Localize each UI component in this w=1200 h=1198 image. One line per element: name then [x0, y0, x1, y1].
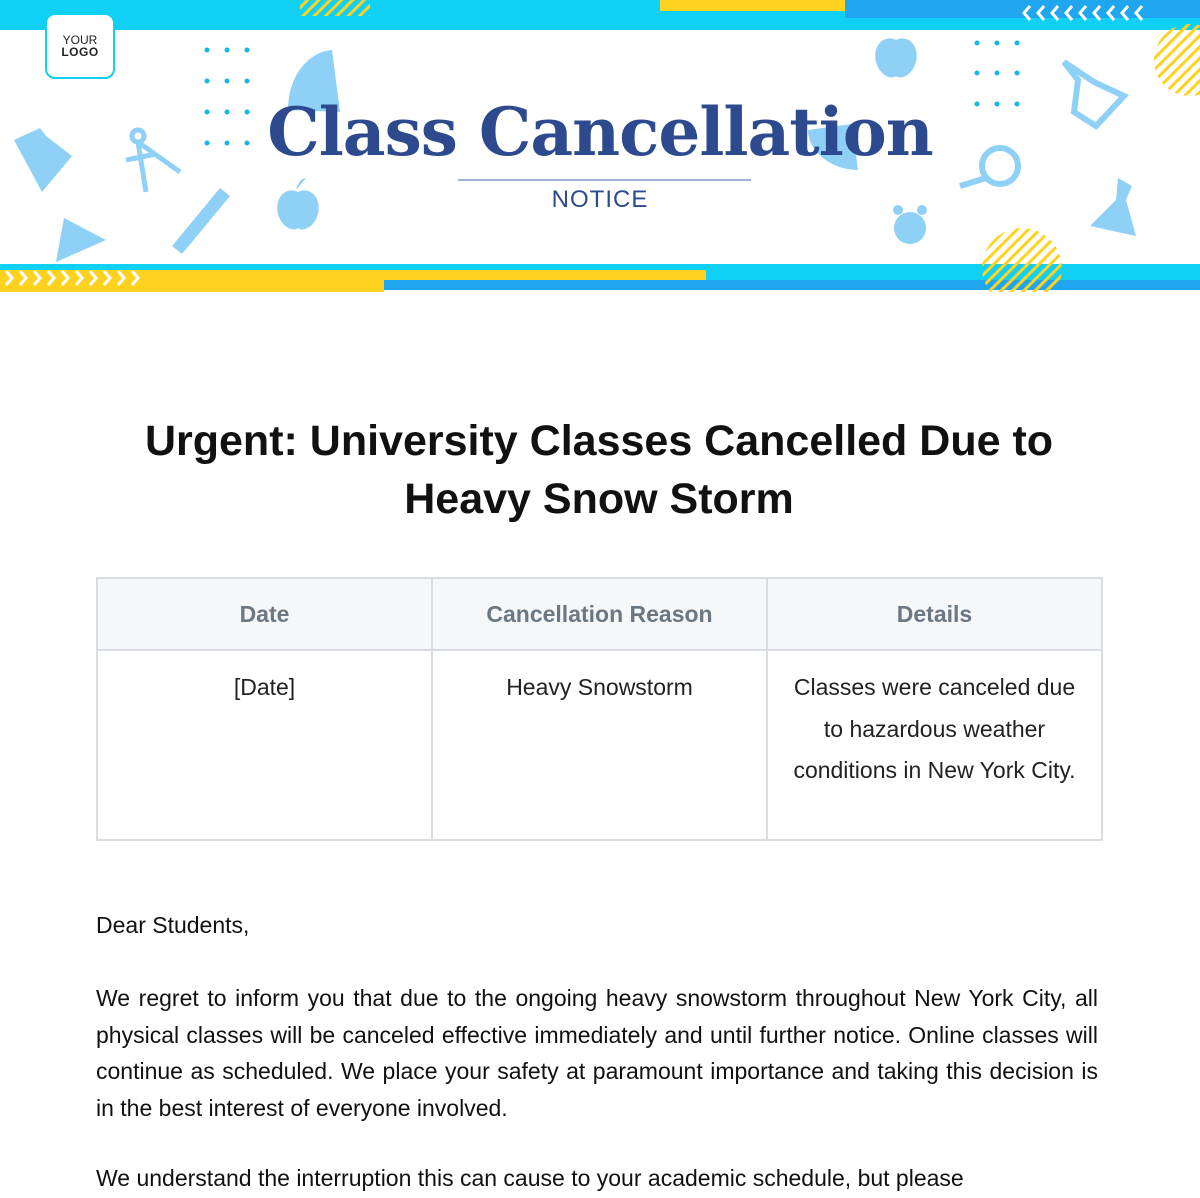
- table-header-reason: Cancellation Reason: [432, 578, 767, 650]
- logo-placeholder: [45, 13, 115, 79]
- greeting: Dear Students,: [96, 912, 250, 938]
- table-row: [97, 650, 1102, 840]
- table-cell-reason: Heavy Snowstorm: [432, 650, 767, 840]
- banner-title: Class Cancellation: [267, 93, 933, 171]
- triangle-left-icon: [56, 218, 106, 262]
- notice-headline: Urgent: University Classes Cancelled Due to Heavy Snow Storm: [144, 417, 1054, 523]
- table-cell-date: [Date]: [97, 650, 432, 840]
- banner-subtitle: NOTICE: [551, 186, 649, 213]
- table-header-date: Date: [97, 578, 432, 650]
- table-header-row: [97, 578, 1102, 650]
- header-banner: [0, 0, 1200, 292]
- logo-line-2: LOGO: [61, 45, 99, 59]
- logo-line-1: YOUR: [62, 33, 98, 47]
- paragraph-1: We regret to inform you that due to the ongoing heavy snowstorm throughout New York City, all physical classes will be canceled effective immediately and until further notice. Online classes will continue as scheduled. We place your safety at paramount importance and taking this decision is in the best interest of everyone involved.: [96, 985, 1098, 1121]
- paragraph-2: We understand the interruption this can cause to your academic schedule, but please: [96, 1165, 964, 1191]
- table-cell-details: Classes were canceled due to hazardous weather conditions in New York City.: [767, 650, 1102, 840]
- apple-right-icon: [875, 38, 917, 77]
- table-header-details: Details: [767, 578, 1102, 650]
- cancellation-table: [96, 577, 1103, 841]
- banner-divider: [458, 179, 751, 181]
